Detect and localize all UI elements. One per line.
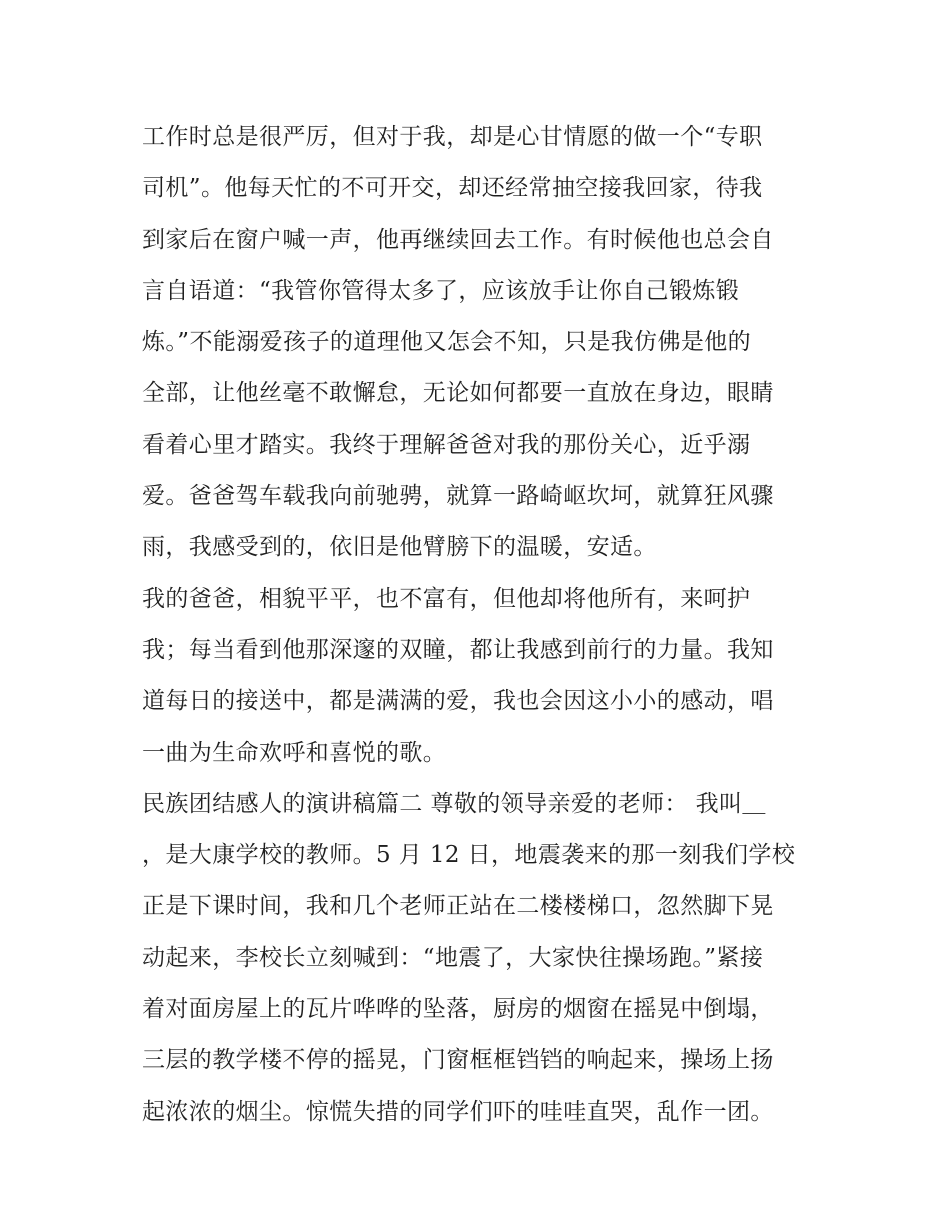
text-line: 起浓浓的烟尘。惊慌失措的同学们吓的哇哇直哭，乱作一团。 — [142, 1098, 774, 1125]
text-line: 我的爸爸，相貌平平，也不富有，但他却将他所有，来呵护 — [142, 585, 751, 612]
document-body — [142, 112, 817, 1138]
text-line: ，是大康学校的教师。5 月 12 日，地震袭来的那一刻我们学校 — [142, 842, 796, 869]
text-line: 动起来，李校长立刻喊到：“地震了，大家快往操场跑。”紧接 — [142, 944, 764, 971]
text-line: 看着心里才踏实。我终于理解爸爸对我的那份关心，近乎溺 — [142, 431, 751, 458]
text-line: 司机”。他每天忙的不可开交，却还经常抽空接我回家，待我 — [142, 175, 763, 202]
text-line: 言自语道：“我管你管得太多了，应该放手让你自己锻炼锻 — [142, 277, 740, 304]
text-line: 正是下课时间，我和几个老师正站在二楼楼梯口，忽然脚下晃 — [142, 893, 774, 920]
text-line: 民族团结感人的演讲稿篇二 尊敬的领导亲爱的老师： 我叫＿ — [142, 790, 766, 817]
text-line: 到家后在窗户喊一声，他再继续回去工作。有时候他也总会自 — [142, 226, 774, 253]
text-line: 一曲为生命欢呼和喜悦的歌。 — [142, 739, 447, 766]
text-line: 工作时总是很严厉，但对于我，却是心甘情愿的做一个“专职 — [142, 124, 763, 150]
text-line: 炼。”不能溺爱孩子的道理他又怎会不知，只是我仿佛是他的 — [142, 329, 752, 356]
text-line: 爱。爸爸驾车载我向前驰骋，就算一路崎岖坎坷，就算狂风骤 — [142, 483, 774, 510]
text-line: 三层的教学楼不停的摇晃，门窗框框铛铛的响起来，操场上扬 — [142, 1047, 774, 1074]
text-line: 着对面房屋上的瓦片哗哗的坠落，厨房的烟窗在摇晃中倒塌， — [142, 996, 774, 1023]
text-line: 雨，我感受到的，依旧是他臂膀下的温暖，安适。 — [142, 534, 657, 561]
text-line: 全部，让他丝毫不敢懈怠，无论如何都要一直放在身边，眼睛 — [142, 380, 774, 407]
text-line: 道每日的接送中，都是满满的爱，我也会因这小小的感动，唱 — [142, 688, 774, 715]
text-line: 我；每当看到他那深邃的双瞳，都让我感到前行的力量。我知 — [142, 636, 774, 663]
